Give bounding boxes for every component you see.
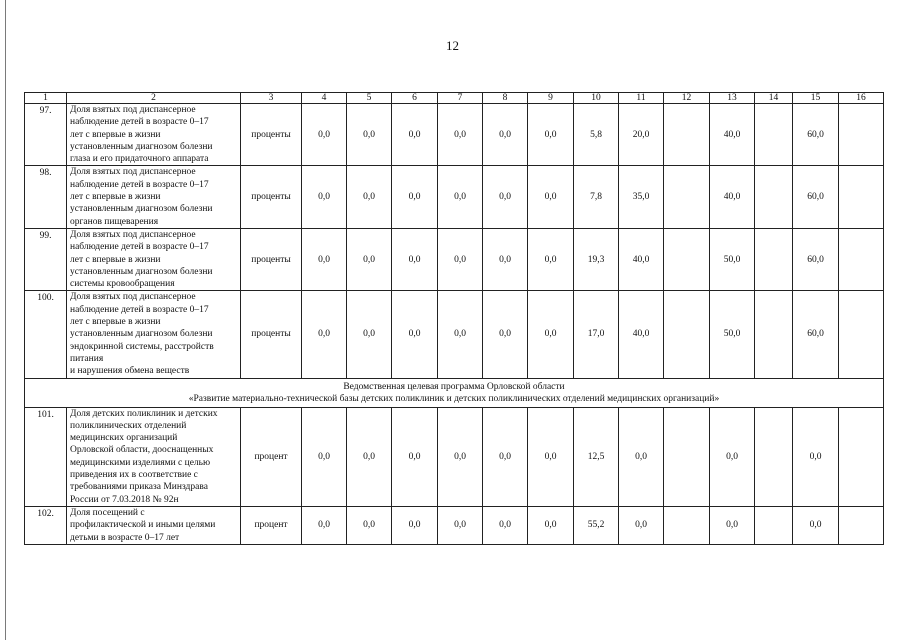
value-col4: 0,0	[302, 506, 347, 544]
value-col14	[755, 407, 793, 506]
unit-cell: проценты	[241, 104, 302, 166]
value-col13: 0,0	[710, 506, 755, 544]
value-col7: 0,0	[438, 291, 483, 378]
value-col15: 60,0	[793, 166, 839, 228]
value-col6: 0,0	[392, 104, 438, 166]
column-header: 16	[839, 93, 884, 104]
column-header: 7	[438, 93, 483, 104]
value-col4: 0,0	[302, 104, 347, 166]
value-col4: 0,0	[302, 407, 347, 506]
value-col14	[755, 506, 793, 544]
unit-cell: проценты	[241, 228, 302, 290]
table-row	[25, 506, 884, 544]
value-col9: 0,0	[528, 104, 574, 166]
value-col6: 0,0	[392, 407, 438, 506]
value-col16	[839, 506, 884, 544]
section-title-line1: Ведомственная целевая программа Орловской области	[343, 381, 565, 392]
value-col7: 0,0	[438, 407, 483, 506]
value-col15: 60,0	[793, 291, 839, 378]
row-number: 99.	[25, 228, 67, 290]
column-header: 2	[67, 93, 241, 104]
column-header: 5	[347, 93, 392, 104]
value-col13: 40,0	[710, 104, 755, 166]
column-header: 12	[664, 93, 710, 104]
rows-group-a	[25, 104, 884, 379]
column-header: 15	[793, 93, 839, 104]
value-col6: 0,0	[392, 166, 438, 228]
column-header: 6	[392, 93, 438, 104]
column-header: 10	[574, 93, 619, 104]
value-col16	[839, 228, 884, 290]
value-col10: 7,8	[574, 166, 619, 228]
value-col15: 0,0	[793, 407, 839, 506]
value-col13: 50,0	[710, 228, 755, 290]
column-header: 3	[241, 93, 302, 104]
value-col7: 0,0	[438, 166, 483, 228]
table-row	[25, 228, 884, 290]
indicator-name: Доля взятых под диспансерное наблюдение детей в возрасте 0–17 лет с впервые в жизни установленным диагнозом болезни эндокринной системы, расстройств питания и нарушения обмена веществ	[67, 291, 241, 378]
column-header: 11	[619, 93, 664, 104]
table-row	[25, 407, 884, 506]
row-number: 101.	[25, 407, 67, 506]
value-col15: 60,0	[793, 104, 839, 166]
column-header: 4	[302, 93, 347, 104]
row-number: 102.	[25, 506, 67, 544]
row-number: 97.	[25, 104, 67, 166]
value-col16	[839, 407, 884, 506]
value-col15: 0,0	[793, 506, 839, 544]
unit-cell: процент	[241, 407, 302, 506]
row-number: 98.	[25, 166, 67, 228]
column-header: 14	[755, 93, 793, 104]
value-col8: 0,0	[483, 407, 528, 506]
value-col11: 40,0	[619, 291, 664, 378]
row-number: 100.	[25, 291, 67, 378]
value-col10: 5,8	[574, 104, 619, 166]
value-col9: 0,0	[528, 228, 574, 290]
value-col9: 0,0	[528, 506, 574, 544]
value-col14	[755, 228, 793, 290]
value-col11: 0,0	[619, 506, 664, 544]
column-header: 13	[710, 93, 755, 104]
value-col15: 60,0	[793, 228, 839, 290]
value-col13: 40,0	[710, 166, 755, 228]
value-col13: 50,0	[710, 291, 755, 378]
column-number-row	[25, 93, 884, 104]
page-number: 12	[446, 38, 459, 53]
value-col12	[664, 104, 710, 166]
value-col7: 0,0	[438, 104, 483, 166]
value-col10: 12,5	[574, 407, 619, 506]
unit-cell: проценты	[241, 166, 302, 228]
indicators-table	[24, 92, 884, 545]
section-title-line2: «Развитие материально-технической базы детских поликлиник и детских поликлинических отделений медицинских организаций»	[188, 393, 720, 404]
value-col16	[839, 166, 884, 228]
value-col4: 0,0	[302, 228, 347, 290]
value-col5: 0,0	[347, 291, 392, 378]
unit-cell: проценты	[241, 291, 302, 378]
value-col10: 55,2	[574, 506, 619, 544]
value-col5: 0,0	[347, 228, 392, 290]
value-col9: 0,0	[528, 166, 574, 228]
value-col6: 0,0	[392, 506, 438, 544]
value-col12	[664, 228, 710, 290]
value-col14	[755, 291, 793, 378]
value-col13: 0,0	[710, 407, 755, 506]
table-row	[25, 166, 884, 228]
value-col4: 0,0	[302, 166, 347, 228]
value-col5: 0,0	[347, 166, 392, 228]
value-col6: 0,0	[392, 291, 438, 378]
value-col5: 0,0	[347, 506, 392, 544]
value-col4: 0,0	[302, 291, 347, 378]
value-col5: 0,0	[347, 104, 392, 166]
value-col7: 0,0	[438, 228, 483, 290]
value-col5: 0,0	[347, 407, 392, 506]
value-col16	[839, 291, 884, 378]
unit-cell: процент	[241, 506, 302, 544]
value-col11: 40,0	[619, 228, 664, 290]
value-col11: 0,0	[619, 407, 664, 506]
table-row	[25, 104, 884, 166]
value-col12	[664, 166, 710, 228]
value-col11: 20,0	[619, 104, 664, 166]
value-col9: 0,0	[528, 407, 574, 506]
table-row	[25, 291, 884, 378]
value-col12	[664, 291, 710, 378]
column-header: 9	[528, 93, 574, 104]
column-header: 8	[483, 93, 528, 104]
indicator-name: Доля взятых под диспансерное наблюдение детей в возрасте 0–17 лет с впервые в жизни установленным диагнозом болезни системы кровообращения	[67, 228, 241, 290]
value-col10: 19,3	[574, 228, 619, 290]
value-col6: 0,0	[392, 228, 438, 290]
rows-group-b	[25, 407, 884, 544]
value-col14	[755, 104, 793, 166]
section-title	[25, 378, 884, 407]
column-header: 1	[25, 93, 67, 104]
indicator-name: Доля посещений с профилактической и иными целями детьми в возрасте 0–17 лет	[67, 506, 241, 544]
value-col8: 0,0	[483, 166, 528, 228]
section-row	[25, 378, 884, 407]
value-col8: 0,0	[483, 104, 528, 166]
value-col9: 0,0	[528, 291, 574, 378]
value-col8: 0,0	[483, 506, 528, 544]
value-col12	[664, 506, 710, 544]
indicator-name: Доля взятых под диспансерное наблюдение детей в возрасте 0–17 лет с впервые в жизни установленным диагнозом болезни органов пищеварения	[67, 166, 241, 228]
value-col12	[664, 407, 710, 506]
value-col8: 0,0	[483, 228, 528, 290]
value-col8: 0,0	[483, 291, 528, 378]
value-col11: 35,0	[619, 166, 664, 228]
value-col10: 17,0	[574, 291, 619, 378]
indicator-name: Доля детских поликлиник и детских поликлинических отделений медицинских организаций Орловской области, дооснащенных медицинскими изделиями с целью приведения их в соответствие с требованиями приказа Минздрава России от 7.03.2018 № 92н	[67, 407, 241, 506]
value-col7: 0,0	[438, 506, 483, 544]
page-margin-line	[5, 0, 6, 640]
value-col16	[839, 104, 884, 166]
indicator-name: Доля взятых под диспансерное наблюдение детей в возрасте 0–17 лет с впервые в жизни установленным диагнозом болезни глаза и его придаточного аппарата	[67, 104, 241, 166]
value-col14	[755, 166, 793, 228]
